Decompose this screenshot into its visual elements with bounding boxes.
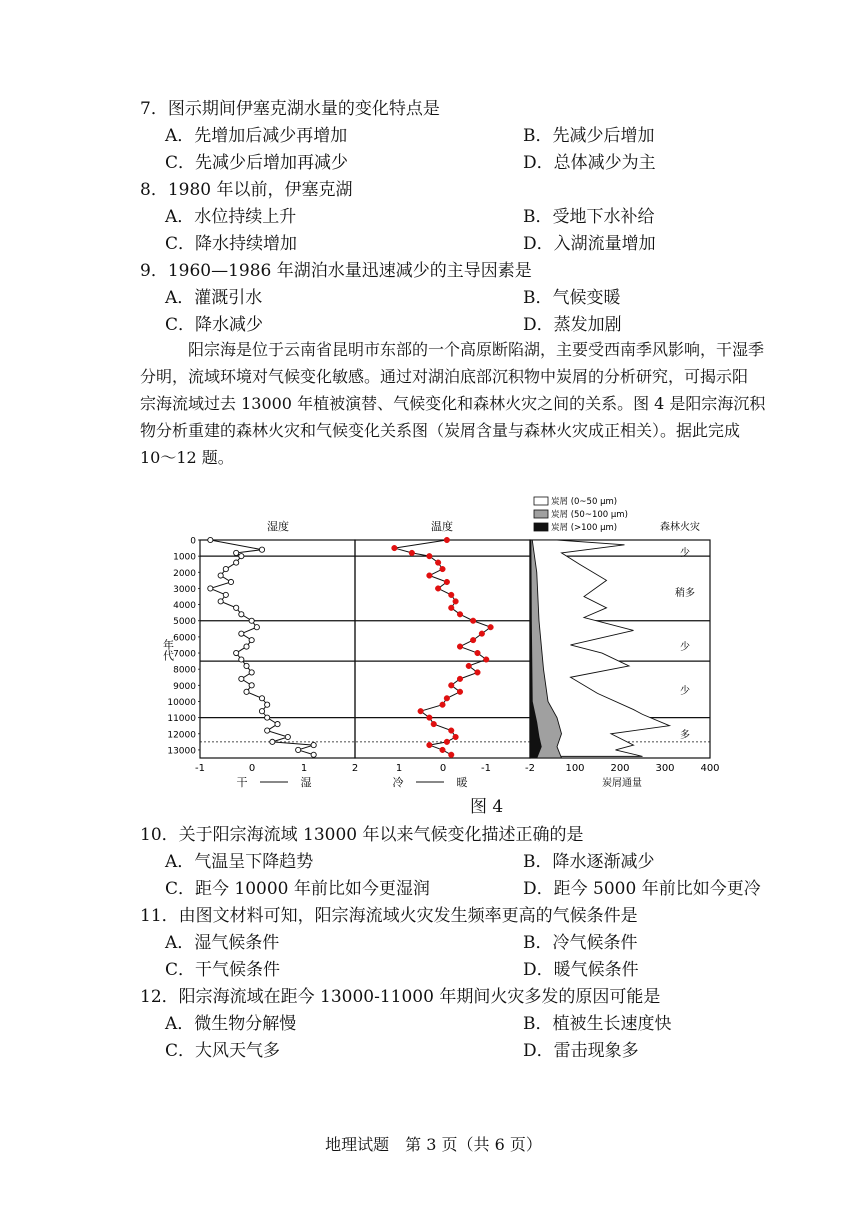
temperature-point	[470, 637, 476, 643]
legend-swatch-fine	[534, 497, 548, 505]
humidity-point	[239, 657, 244, 662]
humidity-point	[228, 579, 233, 584]
humidity-point	[259, 547, 264, 552]
temperature-point	[448, 728, 454, 734]
humidity-point	[259, 696, 264, 701]
y-tick-label: 6000	[173, 633, 196, 644]
humidity-point	[249, 618, 254, 623]
option-d: D．距今 5000 年前比如今更冷	[523, 879, 761, 899]
legend-fine: 炭屑 (0~50 μm)	[551, 497, 618, 507]
humidity-point	[208, 537, 213, 542]
temperature-point	[444, 537, 450, 543]
humidity-line	[210, 540, 313, 755]
humidity-point	[208, 586, 213, 591]
option-a: A．微生物分解慢	[165, 1014, 297, 1034]
humidity-point	[234, 605, 239, 610]
humidity-point	[234, 560, 239, 565]
temperature-tick: -1	[481, 763, 491, 774]
humidity-point	[234, 650, 239, 655]
humidity-point	[244, 644, 249, 649]
y-tick-label: 7000	[173, 649, 196, 660]
temperature-tick: -2	[525, 763, 535, 774]
humidity-series	[208, 537, 317, 757]
humidity-point	[265, 715, 270, 720]
humidity-point	[270, 739, 275, 744]
charcoal-tick: 100	[565, 763, 585, 774]
temperature-point	[457, 644, 463, 650]
temperature-point	[435, 586, 441, 592]
humidity-tick: -1	[195, 763, 205, 774]
fire-title: 森林火灾	[660, 522, 700, 533]
question-stem: 11．由图文材料可知，阳宗海流域火灾发生频率更高的气候条件是	[140, 906, 638, 926]
fire-zone-label: 多	[680, 730, 690, 741]
humidity-point	[239, 554, 244, 559]
option-b: B．植被生长速度快	[523, 1014, 672, 1034]
option-c: C．距今 10000 年前比如今更湿润	[165, 879, 430, 899]
option-d: D．入湖流量增加	[523, 234, 656, 254]
option-d: D．总体减少为主	[523, 153, 656, 173]
charcoal-axis-label: 炭屑通量	[602, 778, 642, 789]
passage-line: 阳宗海是位于云南省昆明市东部的一个高原断陷湖，主要受西南季风影响，干湿季	[188, 340, 765, 359]
temperature-point	[431, 721, 437, 727]
temperature-line	[394, 540, 490, 755]
temperature-point	[466, 663, 472, 669]
humidity-point	[275, 721, 280, 726]
temperature-point	[448, 592, 454, 598]
question-stem: 10．关于阳宗海流域 13000 年以来气候变化描述正确的是	[140, 825, 584, 845]
temperature-point	[427, 553, 433, 559]
humidity-point	[285, 734, 290, 739]
question-stem: 12．阳宗海流域在距今 13000-11000 年期间火灾多发的原因可能是	[140, 987, 661, 1007]
humidity-point	[239, 676, 244, 681]
temperature-point	[488, 624, 494, 630]
temperature-point	[418, 708, 424, 714]
humidity-point	[259, 709, 264, 714]
y-tick-label: 0	[190, 536, 196, 547]
option-b: B．冷气候条件	[523, 933, 638, 953]
temperature-point	[444, 695, 450, 701]
question-stem: 8．1980 年以前，伊塞克湖	[140, 180, 353, 200]
option-d: D．暖气候条件	[523, 960, 639, 980]
charcoal-series	[530, 540, 670, 758]
humidity-title: 湿度	[267, 520, 289, 533]
temperature-point	[427, 715, 433, 721]
option-b: B．受地下水补给	[523, 207, 655, 227]
y-tick-label: 11000	[167, 714, 196, 725]
option-b: B．降水逐渐减少	[523, 852, 655, 872]
legend-coarse: 炭屑 (>100 μm)	[551, 523, 618, 533]
temperature-point	[457, 689, 463, 695]
temperature-point	[444, 579, 450, 585]
temperature-point	[435, 560, 441, 566]
humidity-point	[239, 612, 244, 617]
temperature-tick: 0	[439, 763, 447, 774]
fire-zone-label: 少	[680, 548, 690, 559]
y-tick-label: 3000	[173, 584, 196, 595]
temperature-title: 温度	[431, 520, 453, 533]
humidity-point	[249, 683, 254, 688]
humidity-point	[223, 566, 228, 571]
temperature-point	[440, 747, 446, 753]
temperature-point	[444, 739, 450, 745]
option-a: A．气温呈下降趋势	[165, 852, 314, 872]
humidity-axis-wet: 湿	[300, 776, 312, 789]
temperature-point	[392, 545, 398, 551]
legend-swatch-medium	[534, 510, 548, 518]
passage-line: 10～12 题。	[140, 448, 234, 467]
temperature-point	[409, 550, 415, 556]
charcoal-tick: 400	[700, 763, 720, 774]
humidity-point	[244, 663, 249, 668]
figure-4-chart	[160, 490, 720, 790]
legend-swatch-coarse	[534, 523, 548, 531]
passage-line: 宗海流域过去 13000 年植被演替、气候变化和森林火灾之间的关系。图 4 是阳宗海沉积	[140, 394, 766, 413]
humidity-point	[311, 752, 316, 757]
y-tick-label: 2000	[173, 568, 196, 579]
temperature-point	[453, 599, 459, 605]
humidity-tick: 1	[300, 763, 308, 774]
passage	[140, 336, 840, 471]
y-tick-label: 10000	[167, 697, 196, 708]
humidity-point	[249, 670, 254, 675]
y-tick-label: 9000	[173, 681, 196, 692]
y-tick-label: 5000	[173, 617, 196, 628]
option-c: C．先减少后增加再减少	[165, 153, 349, 173]
option-a: A．先增加后减少再增加	[165, 126, 348, 146]
fire-zone-label: 少	[680, 686, 690, 697]
humidity-tick: 0	[248, 763, 256, 774]
page-footer: 地理试题 第 3 页（共 6 页）	[325, 1135, 542, 1154]
temperature-point	[475, 650, 481, 656]
temperature-tick: 1	[395, 763, 403, 774]
y-tick-label: 1000	[173, 552, 196, 563]
charcoal-tick: 300	[655, 763, 675, 774]
option-d: D．雷击现象多	[523, 1041, 639, 1061]
passage-line: 物分析重建的森林火灾和气候变化关系图（炭屑含量与森林火灾成正相关）。据此完成	[140, 421, 741, 440]
option-d: D．蒸发加剧	[523, 315, 622, 335]
temperature-axis-warm: 暖	[456, 776, 468, 789]
y-tick-label: 8000	[173, 665, 196, 676]
humidity-point	[218, 599, 223, 604]
fire-zone-label: 少	[680, 642, 690, 653]
passage-line: 分明，流域环境对气候变化敏感。通过对湖泊底部沉积物中炭屑的分析研究，可揭示阳	[140, 367, 749, 386]
temperature-point	[440, 702, 446, 708]
humidity-point	[296, 747, 301, 752]
humidity-point	[311, 742, 316, 747]
option-c: C．大风天气多	[165, 1041, 281, 1061]
humidity-point	[218, 573, 223, 578]
option-c: C．降水减少	[165, 315, 264, 335]
humidity-point	[265, 728, 270, 733]
temperature-point	[448, 683, 454, 689]
temperature-point	[479, 631, 485, 637]
option-b: B．气候变暖	[523, 288, 621, 308]
y-tick-label: 13000	[167, 746, 196, 757]
charcoal-tick: 200	[610, 763, 630, 774]
question-stem: 9．1960—1986 年湖泊水量迅速减少的主导因素是	[140, 261, 532, 281]
fire-zone-label: 稍多	[675, 588, 695, 599]
humidity-point	[234, 550, 239, 555]
humidity-point	[265, 702, 270, 707]
option-c: C．降水持续增加	[165, 234, 298, 254]
temperature-point	[448, 605, 454, 611]
question-stem: 7．图示期间伊塞克湖水量的变化特点是	[140, 99, 440, 119]
y-axis-label: 年代	[161, 639, 175, 661]
temperature-point	[453, 734, 459, 740]
option-a: A．水位持续上升	[165, 207, 297, 227]
temperature-point	[427, 742, 433, 748]
option-a: A．湿气候条件	[165, 933, 280, 953]
humidity-axis-dry: 干	[236, 776, 248, 789]
humidity-point	[244, 689, 249, 694]
temperature-point	[448, 752, 454, 758]
temperature-point	[427, 573, 433, 579]
y-tick-label: 4000	[173, 601, 196, 612]
charcoal-legend	[534, 496, 628, 533]
humidity-point	[249, 638, 254, 643]
humidity-point	[223, 592, 228, 597]
option-b: B．先减少后增加	[523, 126, 655, 146]
option-c: C．干气候条件	[165, 960, 281, 980]
temperature-point	[475, 670, 481, 676]
temperature-point	[470, 618, 476, 624]
humidity-point	[239, 631, 244, 636]
temperature-point	[440, 566, 446, 572]
temperature-axis-cold: 冷	[392, 776, 404, 789]
humidity-tick: 2	[351, 763, 359, 774]
temperature-point	[483, 657, 489, 663]
legend-medium: 炭屑 (50~100 μm)	[551, 510, 628, 520]
temperature-point	[457, 676, 463, 682]
humidity-point	[254, 625, 259, 630]
temperature-point	[457, 611, 463, 617]
y-tick-label: 12000	[167, 730, 196, 741]
temperature-series	[392, 537, 494, 757]
option-a: A．灌溉引水	[165, 288, 263, 308]
figure-caption: 图 4	[470, 797, 504, 817]
temperature-panel-frame	[355, 540, 530, 758]
